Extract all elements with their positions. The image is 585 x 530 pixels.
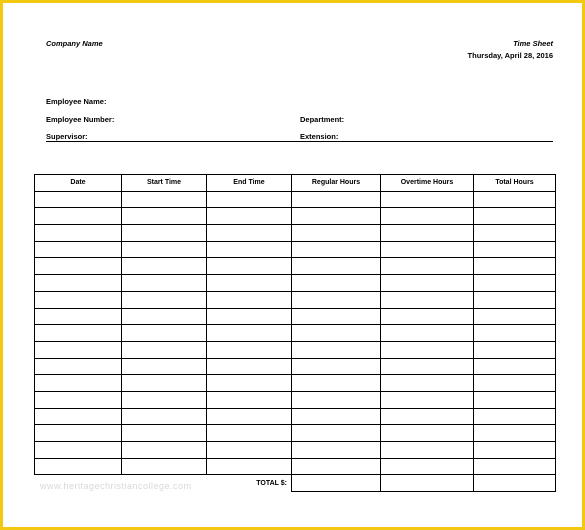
date-cell[interactable]: [35, 391, 122, 408]
start-time-cell[interactable]: [122, 275, 207, 292]
table-row: [35, 375, 556, 392]
start-time-cell[interactable]: [122, 375, 207, 392]
start-time-cell[interactable]: [122, 291, 207, 308]
column-header-date: Date: [35, 175, 122, 192]
overtime-hours-cell[interactable]: [381, 425, 474, 442]
table-row: [35, 408, 556, 425]
regular-hours-cell[interactable]: [292, 458, 381, 475]
totals-label: TOTAL $:: [256, 479, 287, 487]
regular-hours-cell[interactable]: [292, 241, 381, 258]
end-time-cell[interactable]: [207, 225, 292, 242]
overtime-hours-cell[interactable]: [381, 375, 474, 392]
total-hours-cell[interactable]: [474, 391, 556, 408]
total-hours-cell[interactable]: [474, 458, 556, 475]
total-hours-cell[interactable]: [474, 191, 556, 208]
end-time-cell[interactable]: [207, 191, 292, 208]
date-cell[interactable]: [35, 375, 122, 392]
end-time-cell[interactable]: [207, 341, 292, 358]
start-time-cell[interactable]: [122, 241, 207, 258]
table-row: [35, 208, 556, 225]
table-row: [35, 341, 556, 358]
total-hours-cell[interactable]: [474, 258, 556, 275]
end-time-cell[interactable]: [207, 241, 292, 258]
document-date: Thursday, April 28, 2016: [467, 51, 553, 60]
regular-hours-cell[interactable]: [292, 308, 381, 325]
overtime-hours-cell[interactable]: [381, 258, 474, 275]
start-time-cell[interactable]: [122, 225, 207, 242]
overtime-hours-cell[interactable]: [381, 442, 474, 459]
end-time-cell[interactable]: [207, 375, 292, 392]
table-row: [35, 458, 556, 475]
overtime-hours-cell[interactable]: [381, 225, 474, 242]
overtime-hours-cell[interactable]: [381, 308, 474, 325]
total-regular-hours-cell[interactable]: [292, 475, 381, 492]
total-overtime-hours-cell[interactable]: [381, 475, 474, 492]
date-cell[interactable]: [35, 308, 122, 325]
end-time-cell[interactable]: [207, 291, 292, 308]
start-time-cell[interactable]: [122, 308, 207, 325]
end-time-cell[interactable]: [207, 442, 292, 459]
total-hours-cell[interactable]: [474, 442, 556, 459]
date-cell[interactable]: [35, 425, 122, 442]
total-hours-cell[interactable]: [474, 291, 556, 308]
total-hours-cell[interactable]: [474, 208, 556, 225]
timesheet-table: [34, 174, 556, 492]
date-cell[interactable]: [35, 241, 122, 258]
table-row: [35, 291, 556, 308]
start-time-cell[interactable]: [122, 325, 207, 342]
table-row: [35, 258, 556, 275]
date-cell[interactable]: [35, 275, 122, 292]
employee-number-label: Employee Number:: [46, 115, 115, 124]
end-time-cell[interactable]: [207, 208, 292, 225]
date-cell[interactable]: [35, 208, 122, 225]
regular-hours-cell[interactable]: [292, 291, 381, 308]
end-time-cell[interactable]: [207, 408, 292, 425]
total-hours-cell[interactable]: [474, 475, 556, 492]
table-row: [35, 275, 556, 292]
extension-label: Extension:: [300, 132, 339, 141]
regular-hours-cell[interactable]: [292, 191, 381, 208]
end-time-cell[interactable]: [207, 258, 292, 275]
overtime-hours-cell[interactable]: [381, 241, 474, 258]
total-hours-cell[interactable]: [474, 308, 556, 325]
total-hours-cell[interactable]: [474, 325, 556, 342]
date-cell[interactable]: [35, 458, 122, 475]
overtime-hours-cell[interactable]: [381, 191, 474, 208]
overtime-hours-cell[interactable]: [381, 275, 474, 292]
column-header-regular-hours: Regular Hours: [292, 175, 381, 192]
date-cell[interactable]: [35, 325, 122, 342]
end-time-cell[interactable]: [207, 425, 292, 442]
date-cell[interactable]: [35, 358, 122, 375]
overtime-hours-cell[interactable]: [381, 408, 474, 425]
start-time-cell[interactable]: [122, 408, 207, 425]
end-time-cell[interactable]: [207, 358, 292, 375]
start-time-cell[interactable]: [122, 191, 207, 208]
regular-hours-cell[interactable]: [292, 375, 381, 392]
overtime-hours-cell[interactable]: [381, 208, 474, 225]
regular-hours-cell[interactable]: [292, 325, 381, 342]
regular-hours-cell[interactable]: [292, 408, 381, 425]
company-name: Company Name: [46, 39, 103, 48]
overtime-hours-cell[interactable]: [381, 325, 474, 342]
document-title: Time Sheet: [513, 39, 553, 48]
column-header-end-time: End Time: [207, 175, 292, 192]
column-header-start-time: Start Time: [122, 175, 207, 192]
table-row: [35, 241, 556, 258]
employee-name-label: Employee Name:: [46, 97, 107, 106]
regular-hours-cell[interactable]: [292, 425, 381, 442]
regular-hours-cell[interactable]: [292, 225, 381, 242]
overtime-hours-cell[interactable]: [381, 291, 474, 308]
supervisor-label: Supervisor:: [46, 132, 88, 141]
regular-hours-cell[interactable]: [292, 391, 381, 408]
start-time-cell[interactable]: [122, 358, 207, 375]
date-cell[interactable]: [35, 442, 122, 459]
regular-hours-cell[interactable]: [292, 258, 381, 275]
total-hours-cell[interactable]: [474, 275, 556, 292]
table-row: [35, 325, 556, 342]
table-row: [35, 391, 556, 408]
regular-hours-cell[interactable]: [292, 275, 381, 292]
total-hours-cell[interactable]: [474, 358, 556, 375]
date-cell[interactable]: [35, 291, 122, 308]
table-row: [35, 425, 556, 442]
start-time-cell[interactable]: [122, 258, 207, 275]
regular-hours-cell[interactable]: [292, 442, 381, 459]
start-time-cell[interactable]: [122, 341, 207, 358]
start-time-cell[interactable]: [122, 458, 207, 475]
total-hours-cell[interactable]: [474, 425, 556, 442]
regular-hours-cell[interactable]: [292, 208, 381, 225]
watermark: www.heritagechristiancollege.com: [40, 481, 192, 491]
overtime-hours-cell[interactable]: [381, 358, 474, 375]
table-row: [35, 442, 556, 459]
table-row: [35, 358, 556, 375]
regular-hours-cell[interactable]: [292, 341, 381, 358]
department-label: Department:: [300, 115, 345, 124]
start-time-cell[interactable]: [122, 442, 207, 459]
table-header-row: [35, 175, 556, 192]
start-time-cell[interactable]: [122, 208, 207, 225]
table-row: [35, 191, 556, 208]
overtime-hours-cell[interactable]: [381, 458, 474, 475]
table-row: [35, 308, 556, 325]
start-time-cell[interactable]: [122, 391, 207, 408]
end-time-cell[interactable]: [207, 325, 292, 342]
end-time-cell[interactable]: [207, 275, 292, 292]
total-hours-cell[interactable]: [474, 341, 556, 358]
date-cell[interactable]: [35, 408, 122, 425]
header-divider: [46, 141, 553, 142]
end-time-cell[interactable]: [207, 458, 292, 475]
total-hours-cell[interactable]: [474, 241, 556, 258]
date-cell[interactable]: [35, 191, 122, 208]
end-time-cell[interactable]: [207, 391, 292, 408]
regular-hours-cell[interactable]: [292, 358, 381, 375]
overtime-hours-cell[interactable]: [381, 391, 474, 408]
table-row: [35, 225, 556, 242]
end-time-cell[interactable]: [207, 308, 292, 325]
total-hours-cell[interactable]: [474, 408, 556, 425]
total-hours-cell[interactable]: [474, 375, 556, 392]
column-header-overtime-hours: Overtime Hours: [381, 175, 474, 192]
start-time-cell[interactable]: [122, 425, 207, 442]
overtime-hours-cell[interactable]: [381, 341, 474, 358]
date-cell[interactable]: [35, 258, 122, 275]
total-hours-cell[interactable]: [474, 225, 556, 242]
date-cell[interactable]: [35, 225, 122, 242]
date-cell[interactable]: [35, 341, 122, 358]
column-header-total-hours: Total Hours: [474, 175, 556, 192]
